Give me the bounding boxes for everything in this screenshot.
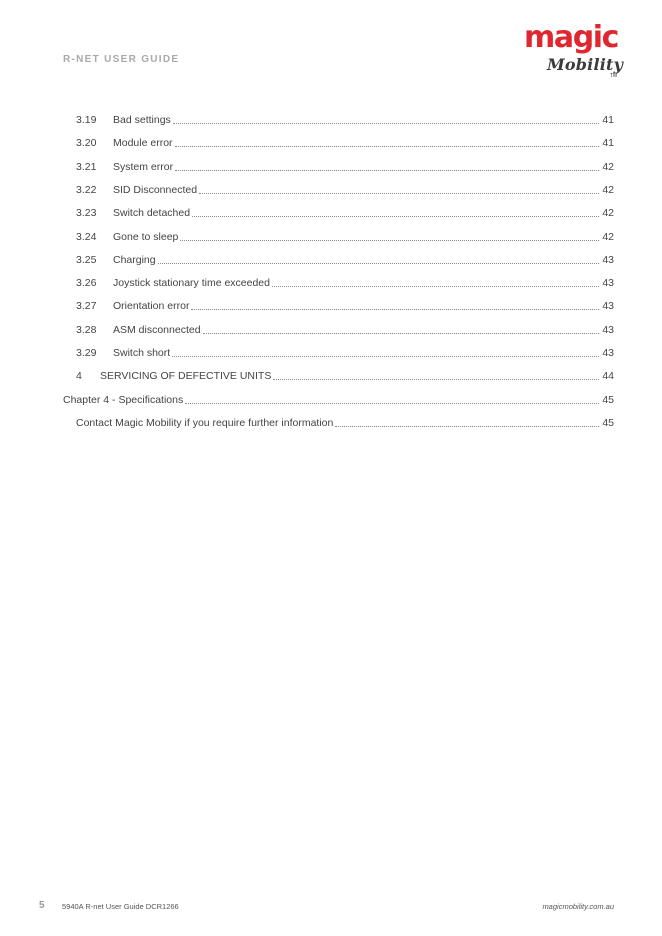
toc-dot-leader <box>180 239 599 241</box>
toc-dot-leader <box>199 192 599 194</box>
toc-entry-number: 3.29 <box>76 347 97 359</box>
logo-trademark: TM <box>610 73 618 79</box>
toc-entry-number: 3.27 <box>76 300 97 312</box>
toc-dot-leader <box>273 378 599 380</box>
toc-entry-title: Module error <box>113 137 173 149</box>
toc-entry[interactable] <box>76 364 614 382</box>
toc-entry[interactable] <box>76 108 614 126</box>
toc-dot-leader <box>335 425 599 427</box>
toc-dot-leader <box>158 262 600 264</box>
toc-entry[interactable] <box>76 341 614 359</box>
toc-entry-number: 3.22 <box>76 184 97 196</box>
toc-dot-leader <box>272 285 599 287</box>
toc-entry-number: 3.26 <box>76 277 97 289</box>
footer-page-number: 5 <box>39 900 45 911</box>
logo-word-mobility: Mobility <box>547 55 624 74</box>
toc-dot-leader <box>203 332 600 334</box>
toc-entry-page-number: 44 <box>602 370 614 382</box>
toc-entry-page-number: 45 <box>602 394 614 406</box>
magic-mobility-logo <box>521 20 624 82</box>
toc-dot-leader <box>191 308 599 310</box>
toc-entry[interactable] <box>76 225 614 243</box>
toc-dot-leader <box>175 145 600 147</box>
toc-entry[interactable] <box>76 318 614 336</box>
toc-entry-page-number: 43 <box>602 277 614 289</box>
toc-entry[interactable] <box>76 131 614 149</box>
toc-entry-title: Joystick stationary time exceeded <box>113 277 270 289</box>
toc-entry-title: Chapter 4 - Specifications <box>63 394 184 406</box>
toc-entry-number: 3.23 <box>76 207 97 219</box>
toc-dot-leader <box>172 355 599 357</box>
toc-entry-page-number: 43 <box>602 324 614 336</box>
toc-entry-title: SERVICING OF DEFECTIVE UNITS <box>100 370 272 382</box>
toc-entry[interactable] <box>76 155 614 173</box>
toc-entry[interactable] <box>76 294 614 312</box>
logo-word-magic: magic <box>524 20 619 55</box>
toc-entry-title: Charging <box>113 254 156 266</box>
toc-entry-page-number: 42 <box>602 231 614 243</box>
toc-dot-leader <box>192 215 599 217</box>
toc-entry-title: Contact Magic Mobility if you require further information <box>76 417 334 429</box>
toc-entry-number: 4 <box>76 370 82 382</box>
toc-dot-leader <box>173 122 600 124</box>
footer-document-reference: 5940A R-net User Guide DCR1266 <box>62 902 179 911</box>
toc-entry-title: Gone to sleep <box>113 231 179 243</box>
toc-entry-page-number: 43 <box>602 254 614 266</box>
toc-entry-title: SID Disconnected <box>113 184 198 196</box>
toc-entry-title: Bad settings <box>113 114 171 126</box>
toc-dot-leader <box>185 402 599 404</box>
toc-entry-page-number: 43 <box>602 347 614 359</box>
toc-entry-number: 3.24 <box>76 231 97 243</box>
toc-entry-number: 3.20 <box>76 137 97 149</box>
toc-entry-title: Switch detached <box>113 207 191 219</box>
toc-entry[interactable] <box>76 201 614 219</box>
toc-entry[interactable] <box>76 271 614 289</box>
toc-entry[interactable] <box>76 248 614 266</box>
toc-entry-title: Switch short <box>113 347 171 359</box>
toc-entry-page-number: 41 <box>602 114 614 126</box>
toc-entry[interactable] <box>76 178 614 196</box>
toc-entry-page-number: 42 <box>602 184 614 196</box>
toc-entry-page-number: 42 <box>602 161 614 173</box>
toc-entry-title: System error <box>113 161 174 173</box>
toc-entry-page-number: 41 <box>602 137 614 149</box>
toc-entry-page-number: 45 <box>602 417 614 429</box>
toc-entry-title: ASM disconnected <box>113 324 201 336</box>
toc-entry-page-number: 43 <box>602 300 614 312</box>
toc-entry[interactable] <box>63 388 614 406</box>
toc-entry[interactable] <box>76 411 614 429</box>
toc-entry-number: 3.28 <box>76 324 97 336</box>
toc-entry-number: 3.19 <box>76 114 97 126</box>
toc-entry-number: 3.25 <box>76 254 97 266</box>
toc-dot-leader <box>175 169 599 171</box>
running-header-title: R-NET USER GUIDE <box>63 54 180 65</box>
toc-entry-page-number: 42 <box>602 207 614 219</box>
footer-website-link[interactable]: magicmobility.com.au <box>542 902 614 911</box>
toc-entry-title: Orientation error <box>113 300 190 312</box>
toc-entry-number: 3.21 <box>76 161 97 173</box>
